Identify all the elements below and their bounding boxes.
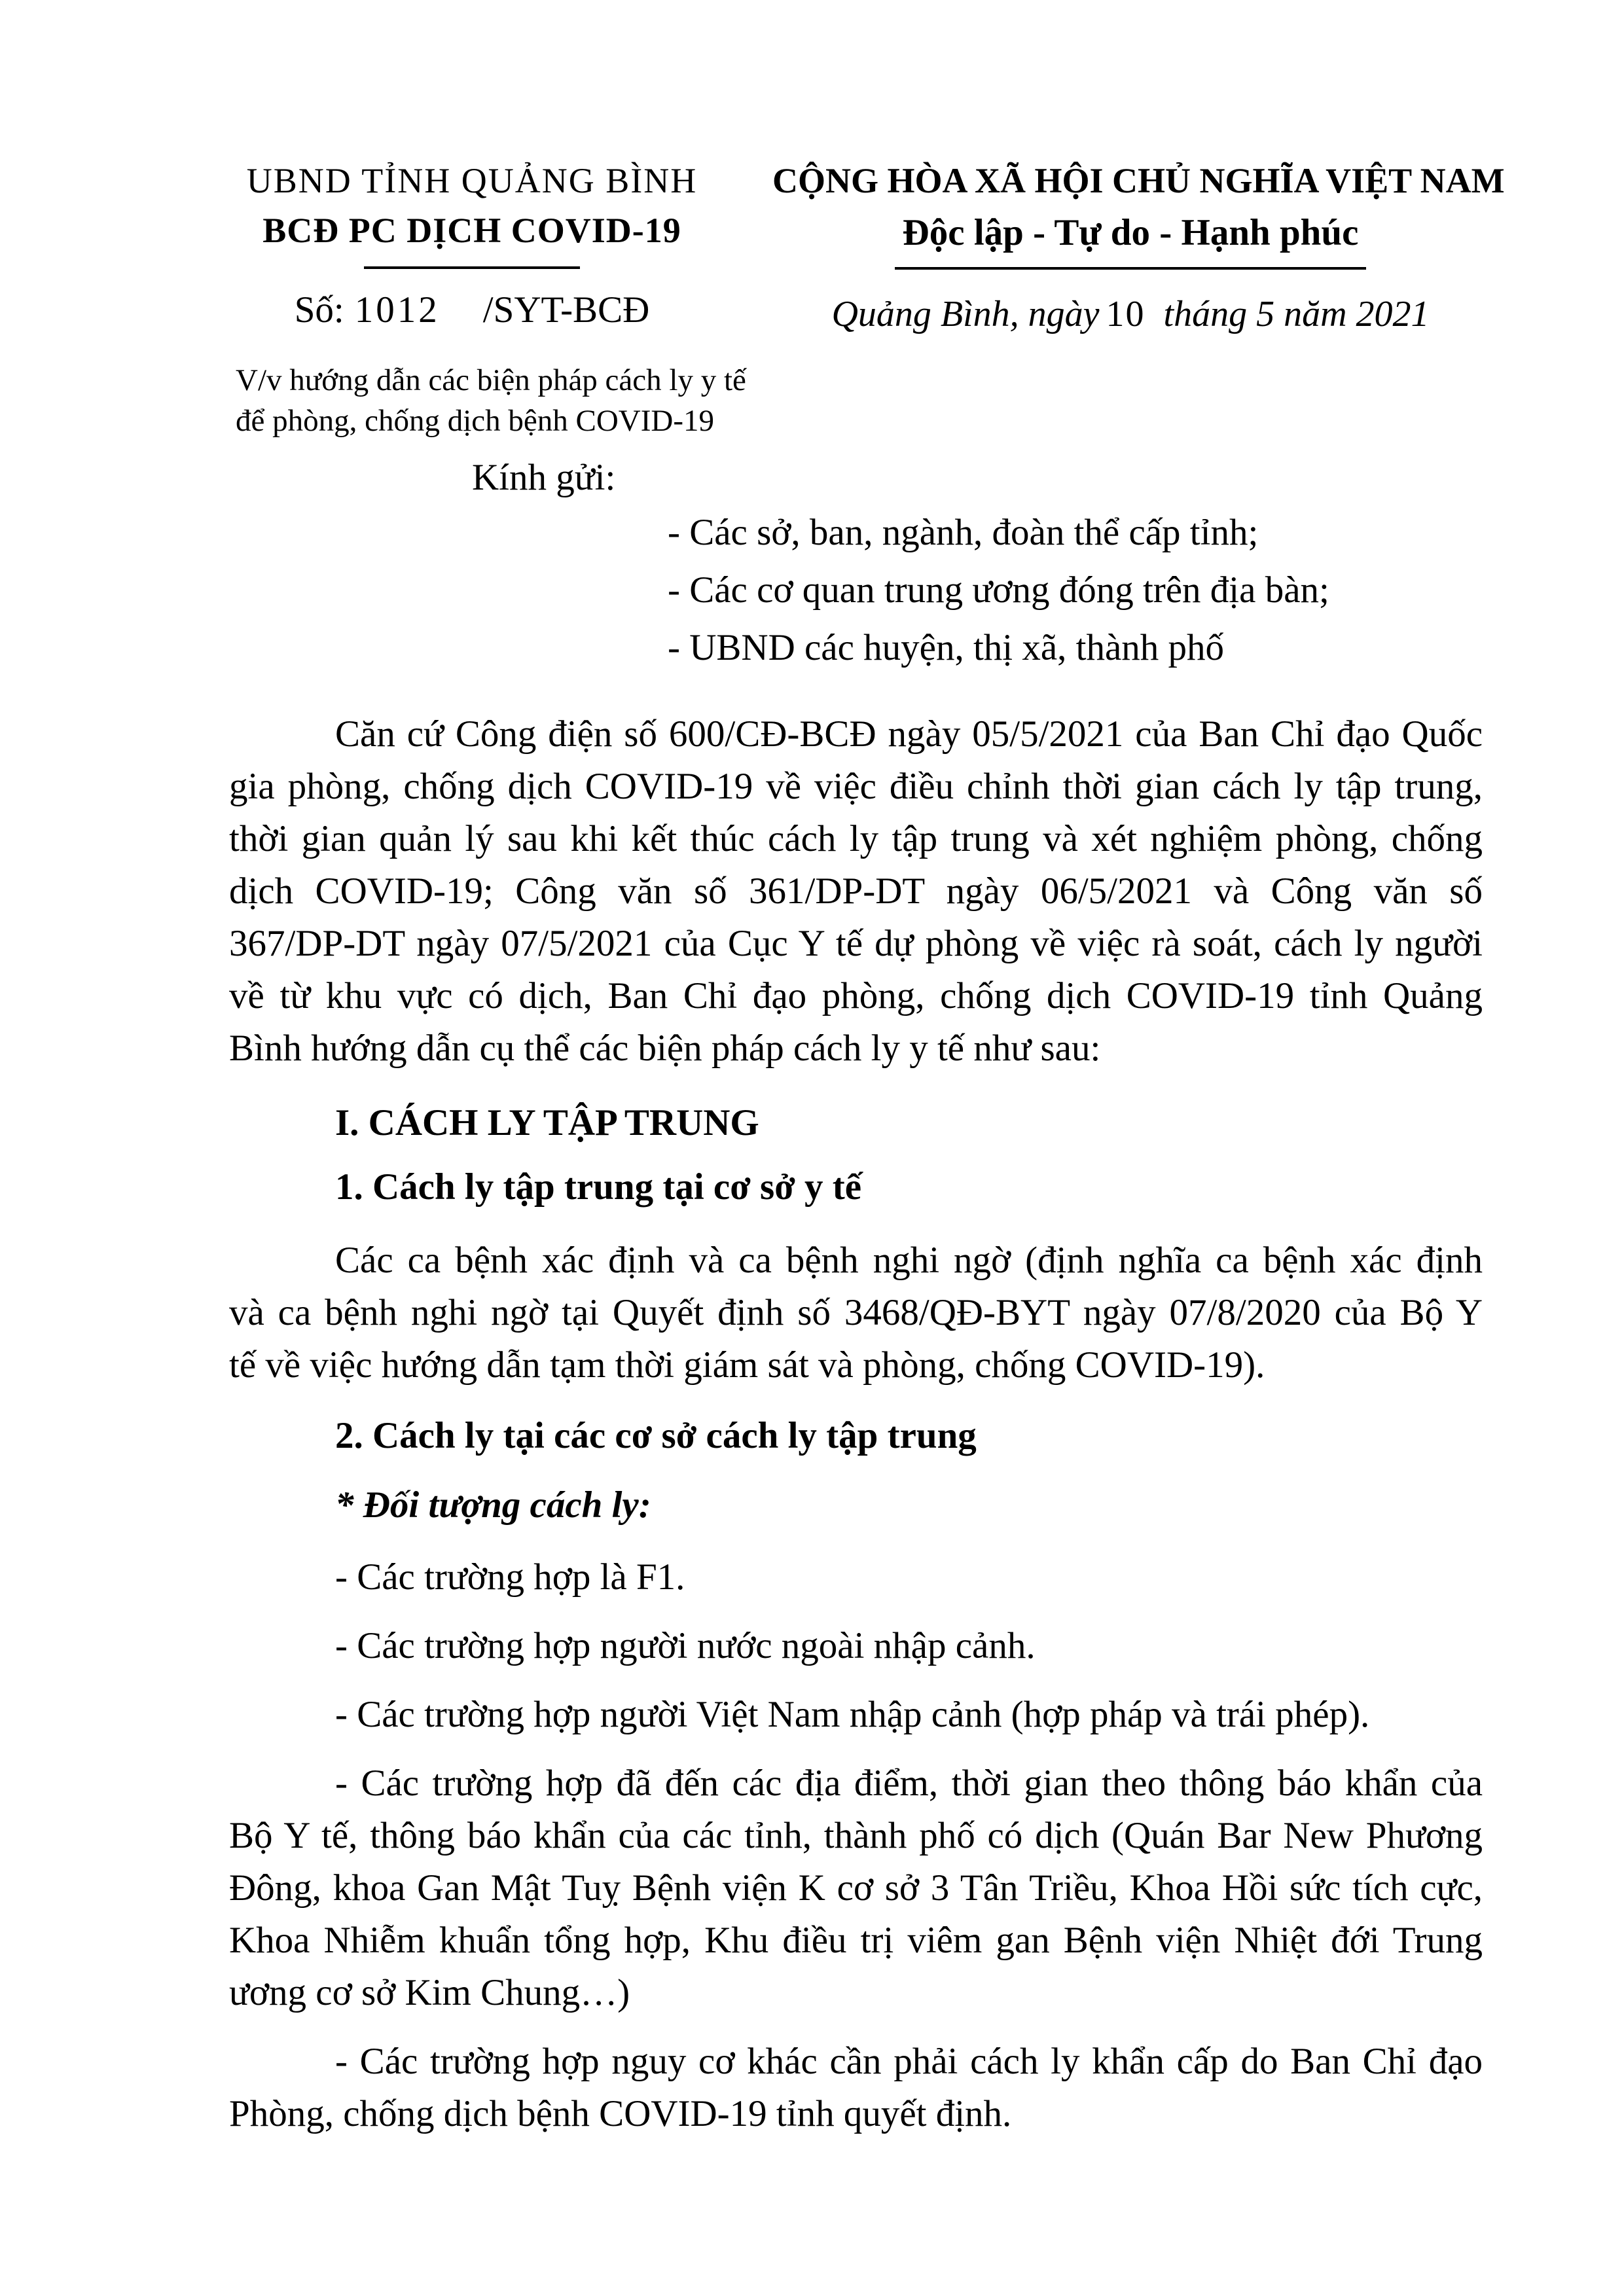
body-paragraph — [229, 1234, 1483, 1391]
document-header — [0, 0, 1624, 441]
issuing-org-block — [236, 160, 746, 441]
recipient-list — [229, 504, 1483, 677]
paragraph-line: dịch COVID-19; Công văn số 361/DP-DT ngày 06/5/2021 và Công văn số — [229, 870, 1483, 912]
bullet-line: - Các trường hợp là F1. — [335, 1556, 685, 1598]
section-heading: 2. Cách ly tại các cơ sở cách ly tập trung — [335, 1415, 977, 1456]
body-paragraph — [229, 1757, 1483, 2019]
paragraph-line: Đông, khoa Gan Mật Tuỵ Bệnh viện K cơ sở 3 Tân Triều, Khoa Hồi sức tích cực, — [229, 1867, 1483, 1909]
motto-underline — [895, 267, 1366, 270]
issuing-org-name: BCĐ PC DỊCH COVID-19 — [262, 211, 681, 250]
recipient-line: - UBND các huyện, thị xã, thành phố — [668, 627, 1225, 668]
section-heading: * Đối tượng cách ly: — [335, 1484, 651, 1526]
issuing-org-parent: UBND TỈNH QUẢNG BÌNH — [246, 161, 698, 200]
body-paragraph — [229, 2036, 1483, 2140]
paragraph-line: thời gian quản lý sau khi kết thúc cách ly tập trung và xét nghiệm phòng, chống — [229, 818, 1483, 859]
bullet-line: - Các trường hợp người nước ngoài nhập cảnh. — [335, 1625, 1036, 1666]
paragraph-line: Bộ Y tế, thông báo khẩn của các tỉnh, thành phố có dịch (Quán Bar New Phương — [229, 1815, 1483, 1856]
recipient-line: - Các sở, ban, ngành, đoàn thể cấp tỉnh; — [668, 512, 1259, 553]
place-date-line — [772, 293, 1489, 335]
paragraph-line: Căn cứ Công điện số 600/CĐ-BCĐ ngày 05/5/2021 của Ban Chỉ đạo Quốc — [335, 713, 1483, 755]
doc-subject-line1: V/v hướng dẫn các biện pháp cách ly y tế — [236, 363, 746, 397]
paragraph-line: tế về việc hướng dẫn tạm thời giám sát và phòng, chống COVID-19). — [229, 1344, 1265, 1386]
paragraph-line: về từ khu vực có dịch, Ban Chỉ đạo phòng, chống dịch COVID-19 tỉnh Quảng — [229, 975, 1483, 1016]
doc-subject-line2: để phòng, chống dịch bệnh COVID-19 — [236, 404, 714, 438]
paragraph-line: Các ca bệnh xác định và ca bệnh nghi ngờ (định nghĩa ca bệnh xác định — [335, 1240, 1483, 1281]
paragraph-line: Bình hướng dẫn cụ thể các biện pháp cách ly y tế như sau: — [229, 1028, 1101, 1069]
paragraph-line: 367/DP-DT ngày 07/5/2021 của Cục Y tế dự phòng về việc rà soát, cách ly người — [229, 923, 1483, 964]
org-underline — [364, 266, 580, 269]
paragraph-line: - Các trường hợp nguy cơ khác cần phải cách ly khẩn cấp do Ban Chỉ đạo — [335, 2041, 1483, 2082]
paragraph-line: Phòng, chống dịch bệnh COVID-19 tỉnh quyết định. — [229, 2093, 1012, 2134]
doc-number-label: Số: — [294, 289, 344, 331]
paragraph-line: và ca bệnh nghi ngờ tại Quyết định số 3468/QĐ-BYT ngày 07/8/2020 của Bộ Y — [229, 1292, 1483, 1333]
section-heading: I. CÁCH LY TẬP TRUNG — [335, 1102, 759, 1143]
doc-number-value: 1012 — [354, 289, 440, 331]
paragraph-line: ương cơ sở Kim Chung…) — [229, 1972, 630, 2013]
salutation: Kính gửi: — [472, 457, 616, 498]
national-title: CỘNG HÒA XÃ HỘI CHỦ NGHĨA VIỆT NAM — [772, 161, 1505, 200]
recipient-line: - Các cơ quan trung ương đóng trên địa bàn; — [668, 569, 1329, 611]
place-date-suffix: tháng 5 năm 2021 — [1163, 294, 1430, 334]
bullet-line: - Các trường hợp người Việt Nam nhập cảnh (hợp pháp và trái phép). — [335, 1694, 1370, 1735]
section-heading: 1. Cách ly tập trung tại cơ sở y tế — [335, 1166, 862, 1208]
body-paragraph — [229, 708, 1483, 1075]
date-day: 10 — [1106, 294, 1146, 334]
national-motto: Độc lập - Tự do - Hạnh phúc — [902, 212, 1359, 253]
doc-subject — [236, 360, 746, 441]
document-body-area — [0, 452, 1624, 2140]
doc-number-suffix: /SYT-BCĐ — [482, 289, 650, 331]
place-date-prefix: Quảng Bình, ngày — [831, 294, 1100, 334]
paragraph-line: Khoa Nhiễm khuẩn tổng hợp, Khu điều trị viêm gan Bệnh viện Nhiệt đới Trung — [229, 1920, 1483, 1961]
document-body — [229, 708, 1483, 2140]
paragraph-line: gia phòng, chống dịch COVID-19 về việc điều chỉnh thời gian cách ly tập trung, — [229, 766, 1483, 807]
paragraph-line: - Các trường hợp đã đến các địa điểm, thời gian theo thông báo khẩn của — [335, 1763, 1483, 1804]
national-header-block — [772, 160, 1505, 441]
doc-number — [236, 289, 708, 331]
